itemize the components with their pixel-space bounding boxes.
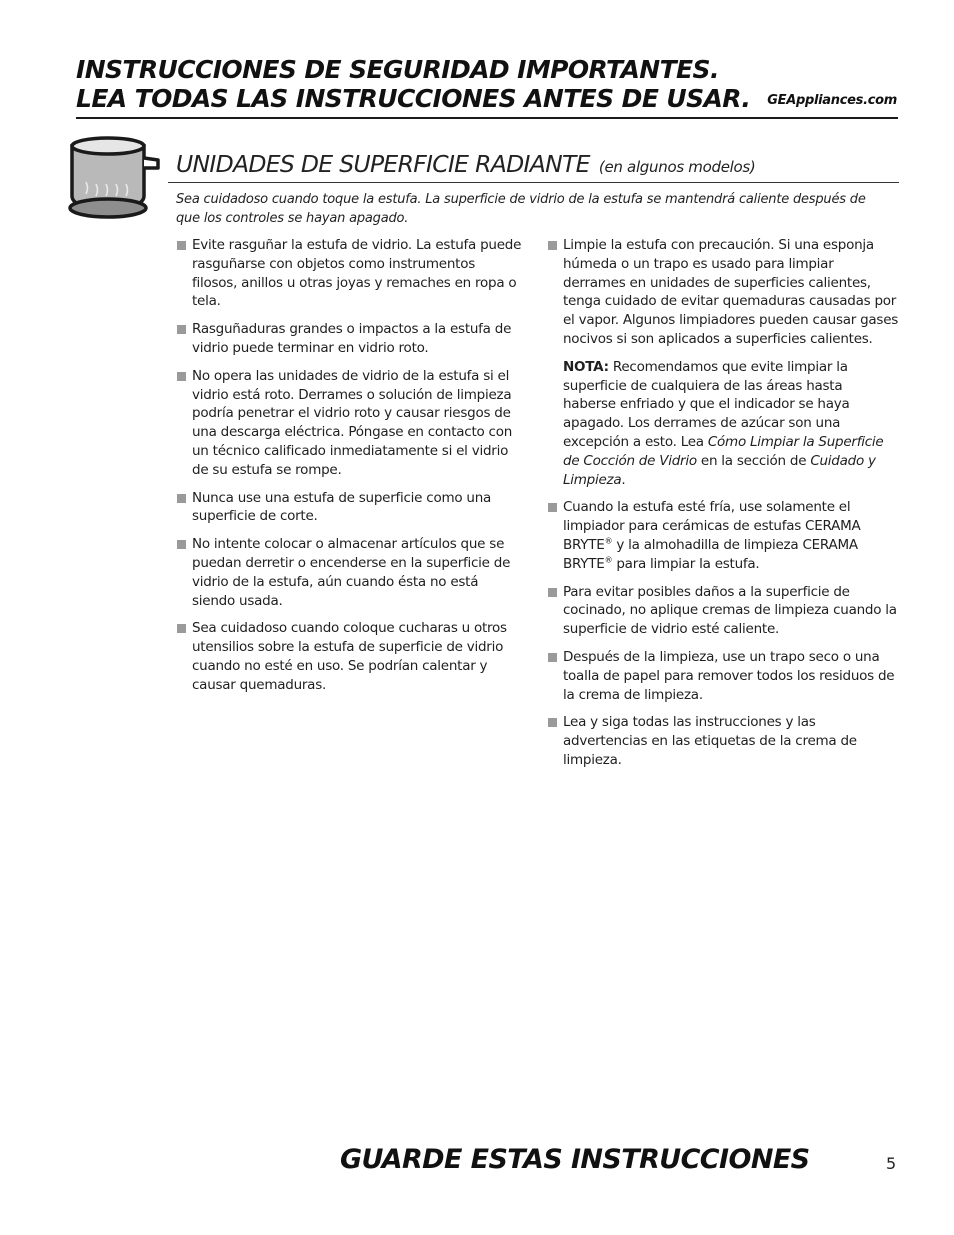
list-item	[176, 489, 524, 527]
list-item	[547, 713, 899, 769]
section-title: UNIDADES DE SUPERFICIE RADIANTE	[176, 150, 590, 178]
square-bullet-icon	[548, 718, 557, 727]
square-bullet-icon	[177, 624, 186, 633]
left-column	[176, 236, 524, 704]
list-item	[176, 367, 524, 480]
list-item	[176, 535, 524, 610]
header-divider	[76, 117, 898, 119]
note-reference: Cómo Limpiar la Superficie de Cocción de Vidrio	[563, 433, 884, 469]
page-number: 5	[886, 1154, 897, 1173]
square-bullet-icon	[548, 588, 557, 597]
note-text: Recomendamos que evite limpiar la superficie de cualquiera de las áreas hasta haberse enfriado y que el indicador se haya apagado. Los derrames de azúcar son una excepción a esto. Lea	[563, 358, 850, 450]
list-item	[176, 320, 524, 358]
square-bullet-icon	[177, 540, 186, 549]
square-bullet-icon	[177, 325, 186, 334]
list-item-text: Después de la limpieza, use un trapo seco o una toalla de papel para remover todos los residuos de la crema de limpieza.	[563, 648, 895, 703]
page-title-line-1: INSTRUCCIONES DE SEGURIDAD IMPORTANTES.	[76, 55, 719, 84]
note-text: .	[621, 471, 626, 488]
list-item-text: Para evitar posibles daños a la superficie de cocinado, no aplique cremas de limpieza cuando la superficie de vidrio esté caliente.	[563, 583, 897, 638]
list-item	[547, 498, 899, 573]
list-item-text: Sea cuidadoso cuando coloque cucharas u otros utensilios sobre la estufa de superficie de vidrio cuando no esté en uso. Se podrían calentar y causar quemaduras.	[192, 620, 507, 693]
section-divider	[168, 182, 899, 183]
square-bullet-icon	[548, 653, 557, 662]
list-item-text: y la almohadilla de limpieza CERAMA BRYTE	[563, 536, 858, 572]
list-item	[176, 236, 524, 311]
list-item-text: Evite rasguñar la estufa de vidrio. La estufa puede rasguñarse con objetos como instrumentos filosos, anillos u otras joyas y remaches en ropa o tela.	[192, 237, 522, 310]
list-item-text: para limpiar la estufa.	[612, 555, 760, 572]
save-instructions-footer: GUARDE ESTAS INSTRUCCIONES	[340, 1144, 810, 1175]
list-item-text: Rasguñaduras grandes o impactos a la estufa de vidrio puede terminar en vidrio roto.	[192, 321, 512, 356]
list-item-text: Cuando la estufa esté fría, use solamente el limpiador para cerámicas de estufas CERAMA BRYTE	[563, 499, 861, 553]
note-reference: Cuidado y Limpieza	[563, 452, 876, 488]
list-item	[547, 648, 899, 704]
list-item	[547, 583, 899, 639]
list-item	[176, 619, 524, 694]
note-label: NOTA:	[563, 358, 609, 375]
website-link[interactable]: GEAppliances.com	[767, 93, 897, 108]
section-intro: Sea cuidadoso cuando toque la estufa. La superficie de vidrio de la estufa se mantendrá caliente después de que los controles se hayan apagado.	[176, 192, 866, 226]
square-bullet-icon	[177, 241, 186, 250]
list-item-text: No intente colocar o almacenar artículos que se puedan derretir o encenderse en la superficie de vidrio de la estufa, aún cuando ésta no está siendo usada.	[192, 536, 511, 609]
note-paragraph	[547, 358, 899, 490]
page-title-line-2: LEA TODAS LAS INSTRUCCIONES ANTES DE USAR.	[76, 84, 751, 113]
page-title	[76, 55, 776, 113]
square-bullet-icon	[177, 494, 186, 503]
right-column	[547, 236, 899, 779]
section-heading	[176, 150, 755, 178]
square-bullet-icon	[548, 241, 557, 250]
note-text: en la sección de	[700, 452, 807, 469]
square-bullet-icon	[177, 372, 186, 381]
list-item-text: No opera las unidades de vidrio de la estufa si el vidrio está roto. Derrames o solución de limpieza podría penetrar el vidrio roto y causar riesgos de una descarga eléctrica. Póngase en contacto con un técnico calificado inmediatamente si el vidrio de su estufa se rompe.	[192, 367, 513, 478]
list-item-text: Lea y siga todas las instrucciones y las advertencias en las etiquetas de la crema de limpieza.	[563, 714, 857, 768]
section-subtitle: (en algunos modelos)	[598, 158, 756, 176]
registered-mark: ®	[604, 536, 613, 546]
list-item-text: Limpie la estufa con precaución. Si una esponja húmeda o un trapo es usado para limpiar derrames en unidades de superficies calientes, tenga cuidado de evitar quemaduras causadas por el vapor. Algunos limpiadores pueden causar gases nocivos si son aplicados a superficies calientes.	[563, 237, 899, 347]
square-bullet-icon	[548, 503, 557, 512]
cooking-pot-icon	[66, 134, 161, 220]
registered-mark: ®	[604, 555, 613, 565]
list-item	[547, 236, 899, 349]
list-item-text: Nunca use una estufa de superficie como una superficie de corte.	[192, 489, 492, 525]
